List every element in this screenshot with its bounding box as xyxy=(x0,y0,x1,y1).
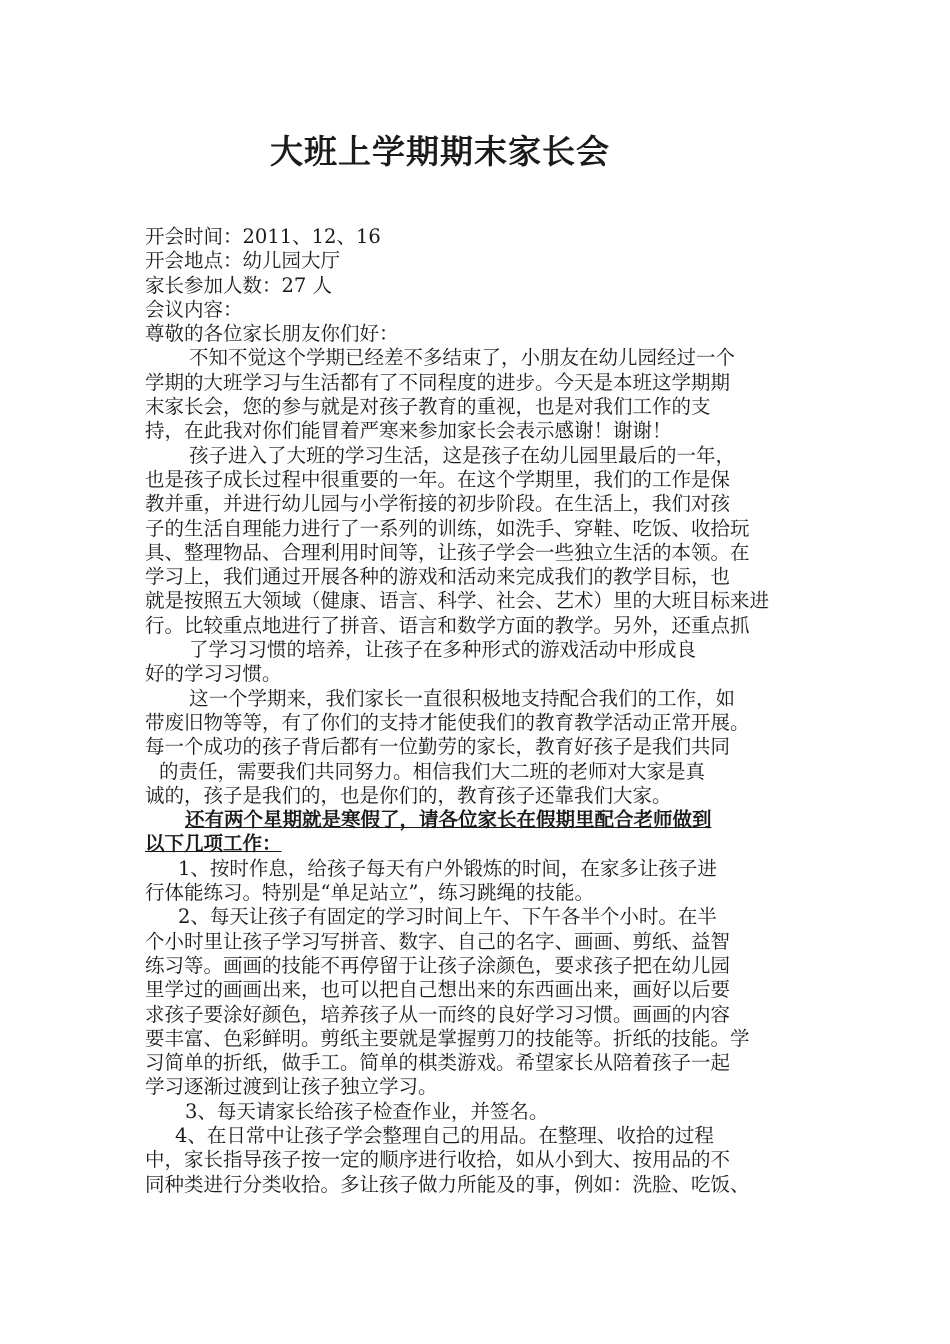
paragraph-line: 诚的，孩子是我们的，也是你们的，教育孩子还靠我们大家。 xyxy=(145,783,672,807)
list-item-line: 学习逐渐过渡到让孩子独立学习。 xyxy=(145,1075,438,1099)
list-item-line: 4、在日常中让孩子学会整理自己的用品。在整理、收拾的过程 xyxy=(175,1123,714,1147)
meeting-time-line: 开会时间：2011、12、16 xyxy=(145,225,381,248)
list-item-line: 里学过的画画出来，也可以把自己想出来的东西画出来，画好以后要 xyxy=(145,978,731,1002)
list-item-line: 2、每天让孩子有固定的学习时间上午、下午各半个小时。在半 xyxy=(178,905,717,929)
paragraph-line: 学习上，我们通过开展各种的游戏和活动来完成我们的教学目标，也 xyxy=(145,565,731,589)
attendance-line: 家长参加人数：27 人 xyxy=(145,273,333,297)
paragraph-line: 的责任，需要我们共同努力。相信我们大二班的老师对大家是真 xyxy=(159,759,706,783)
list-item-line: 个小时里让孩子学习写拼音、数字、自己的名字、画画、剪纸、益智 xyxy=(145,929,731,953)
paragraph-line: 好的学习习惯。 xyxy=(145,662,282,686)
emphasis-heading-line: 还有两个星期就是寒假了，请各位家长在假期里配合老师做到 xyxy=(185,808,712,832)
meeting-content-label: 会议内容： xyxy=(145,297,243,321)
list-item-line: 1、按时作息，给孩子每天有户外锻炼的时间，在家多让孩子进 xyxy=(178,856,717,880)
list-item-line: 练习等。画画的技能不再停留于让孩子涂颜色，要求孩子把在幼儿园 xyxy=(145,953,731,977)
emphasis-heading-line: 以下几项工作： xyxy=(145,832,282,856)
paragraph-line: 持，在此我对你们能冒着严寒来参加家长会表示感谢！谢谢！ xyxy=(145,419,672,443)
meeting-place-line: 开会地点：幼儿园大厅 xyxy=(145,249,341,273)
paragraph-line: 也是孩子成长过程中很重要的一年。在这个学期里，我们的工作是保 xyxy=(145,467,731,491)
paragraph-line: 不知不觉这个学期已经差不多结束了，小朋友在幼儿园经过一个 xyxy=(189,346,736,370)
paragraph-line: 每一个成功的孩子背后都有一位勤劳的家长，教育好孩子是我们共同 xyxy=(145,735,731,759)
paragraph-line: 行。比较重点地进行了拼音、语言和数学方面的教学。另外，还重点抓 xyxy=(145,613,750,637)
document-body xyxy=(145,225,825,1197)
paragraph-line: 带废旧物等等，有了你们的支持才能使我们的教育教学活动正常开展。 xyxy=(145,710,750,734)
list-item-line: 同种类进行分类收拾。多让孩子做力所能及的事，例如：洗脸、吃饭、 xyxy=(145,1172,750,1196)
paragraph-line: 了学习习惯的培养，让孩子在多种形式的游戏活动中形成良 xyxy=(189,638,697,662)
paragraph-line: 孩子进入了大班的学习生活，这是孩子在幼儿园里最后的一年， xyxy=(189,443,736,467)
list-item-line: 3、每天请家长给孩子检查作业，并签名。 xyxy=(185,1099,549,1123)
list-item-line: 要丰富、色彩鲜明。剪纸主要就是掌握剪刀的技能等。折纸的技能。学 xyxy=(145,1026,750,1050)
paragraph-line: 具、整理物品、合理利用时间等，让孩子学会一些独立生活的本领。在 xyxy=(145,540,750,564)
paragraph-line: 这一个学期来，我们家长一直很积极地支持配合我们的工作，如 xyxy=(189,686,736,710)
paragraph-line: 就是按照五大领域（健康、语言、科学、社会、艺术）里的大班目标来进 xyxy=(145,589,770,613)
document-title: 大班上学期期末家长会 xyxy=(270,132,610,171)
list-item-line: 求孩子要涂好颜色，培养孩子从一而终的良好学习习惯。画画的内容 xyxy=(145,1002,731,1026)
paragraph-line: 末家长会，您的参与就是对孩子教育的重视，也是对我们工作的支 xyxy=(145,395,711,419)
list-item-line: 习简单的折纸，做手工。简单的棋类游戏。希望家长从陪着孩子一起 xyxy=(145,1051,731,1075)
greeting-line: 尊敬的各位家长朋友你们好： xyxy=(145,322,399,346)
paragraph-line: 学期的大班学习与生活都有了不同程度的进步。今天是本班这学期期 xyxy=(145,370,731,394)
list-item-line: 行体能练习。特别是“单足站立”，练习跳绳的技能。 xyxy=(145,881,594,905)
list-item-line: 中，家长指导孩子按一定的顺序进行收拾，如从小到大、按用品的不 xyxy=(145,1148,731,1172)
paragraph-line: 教并重，并进行幼儿园与小学衔接的初步阶段。在生活上，我们对孩 xyxy=(145,492,731,516)
paragraph-line: 子的生活自理能力进行了一系列的训练，如洗手、穿鞋、吃饭、收拾玩 xyxy=(145,516,750,540)
